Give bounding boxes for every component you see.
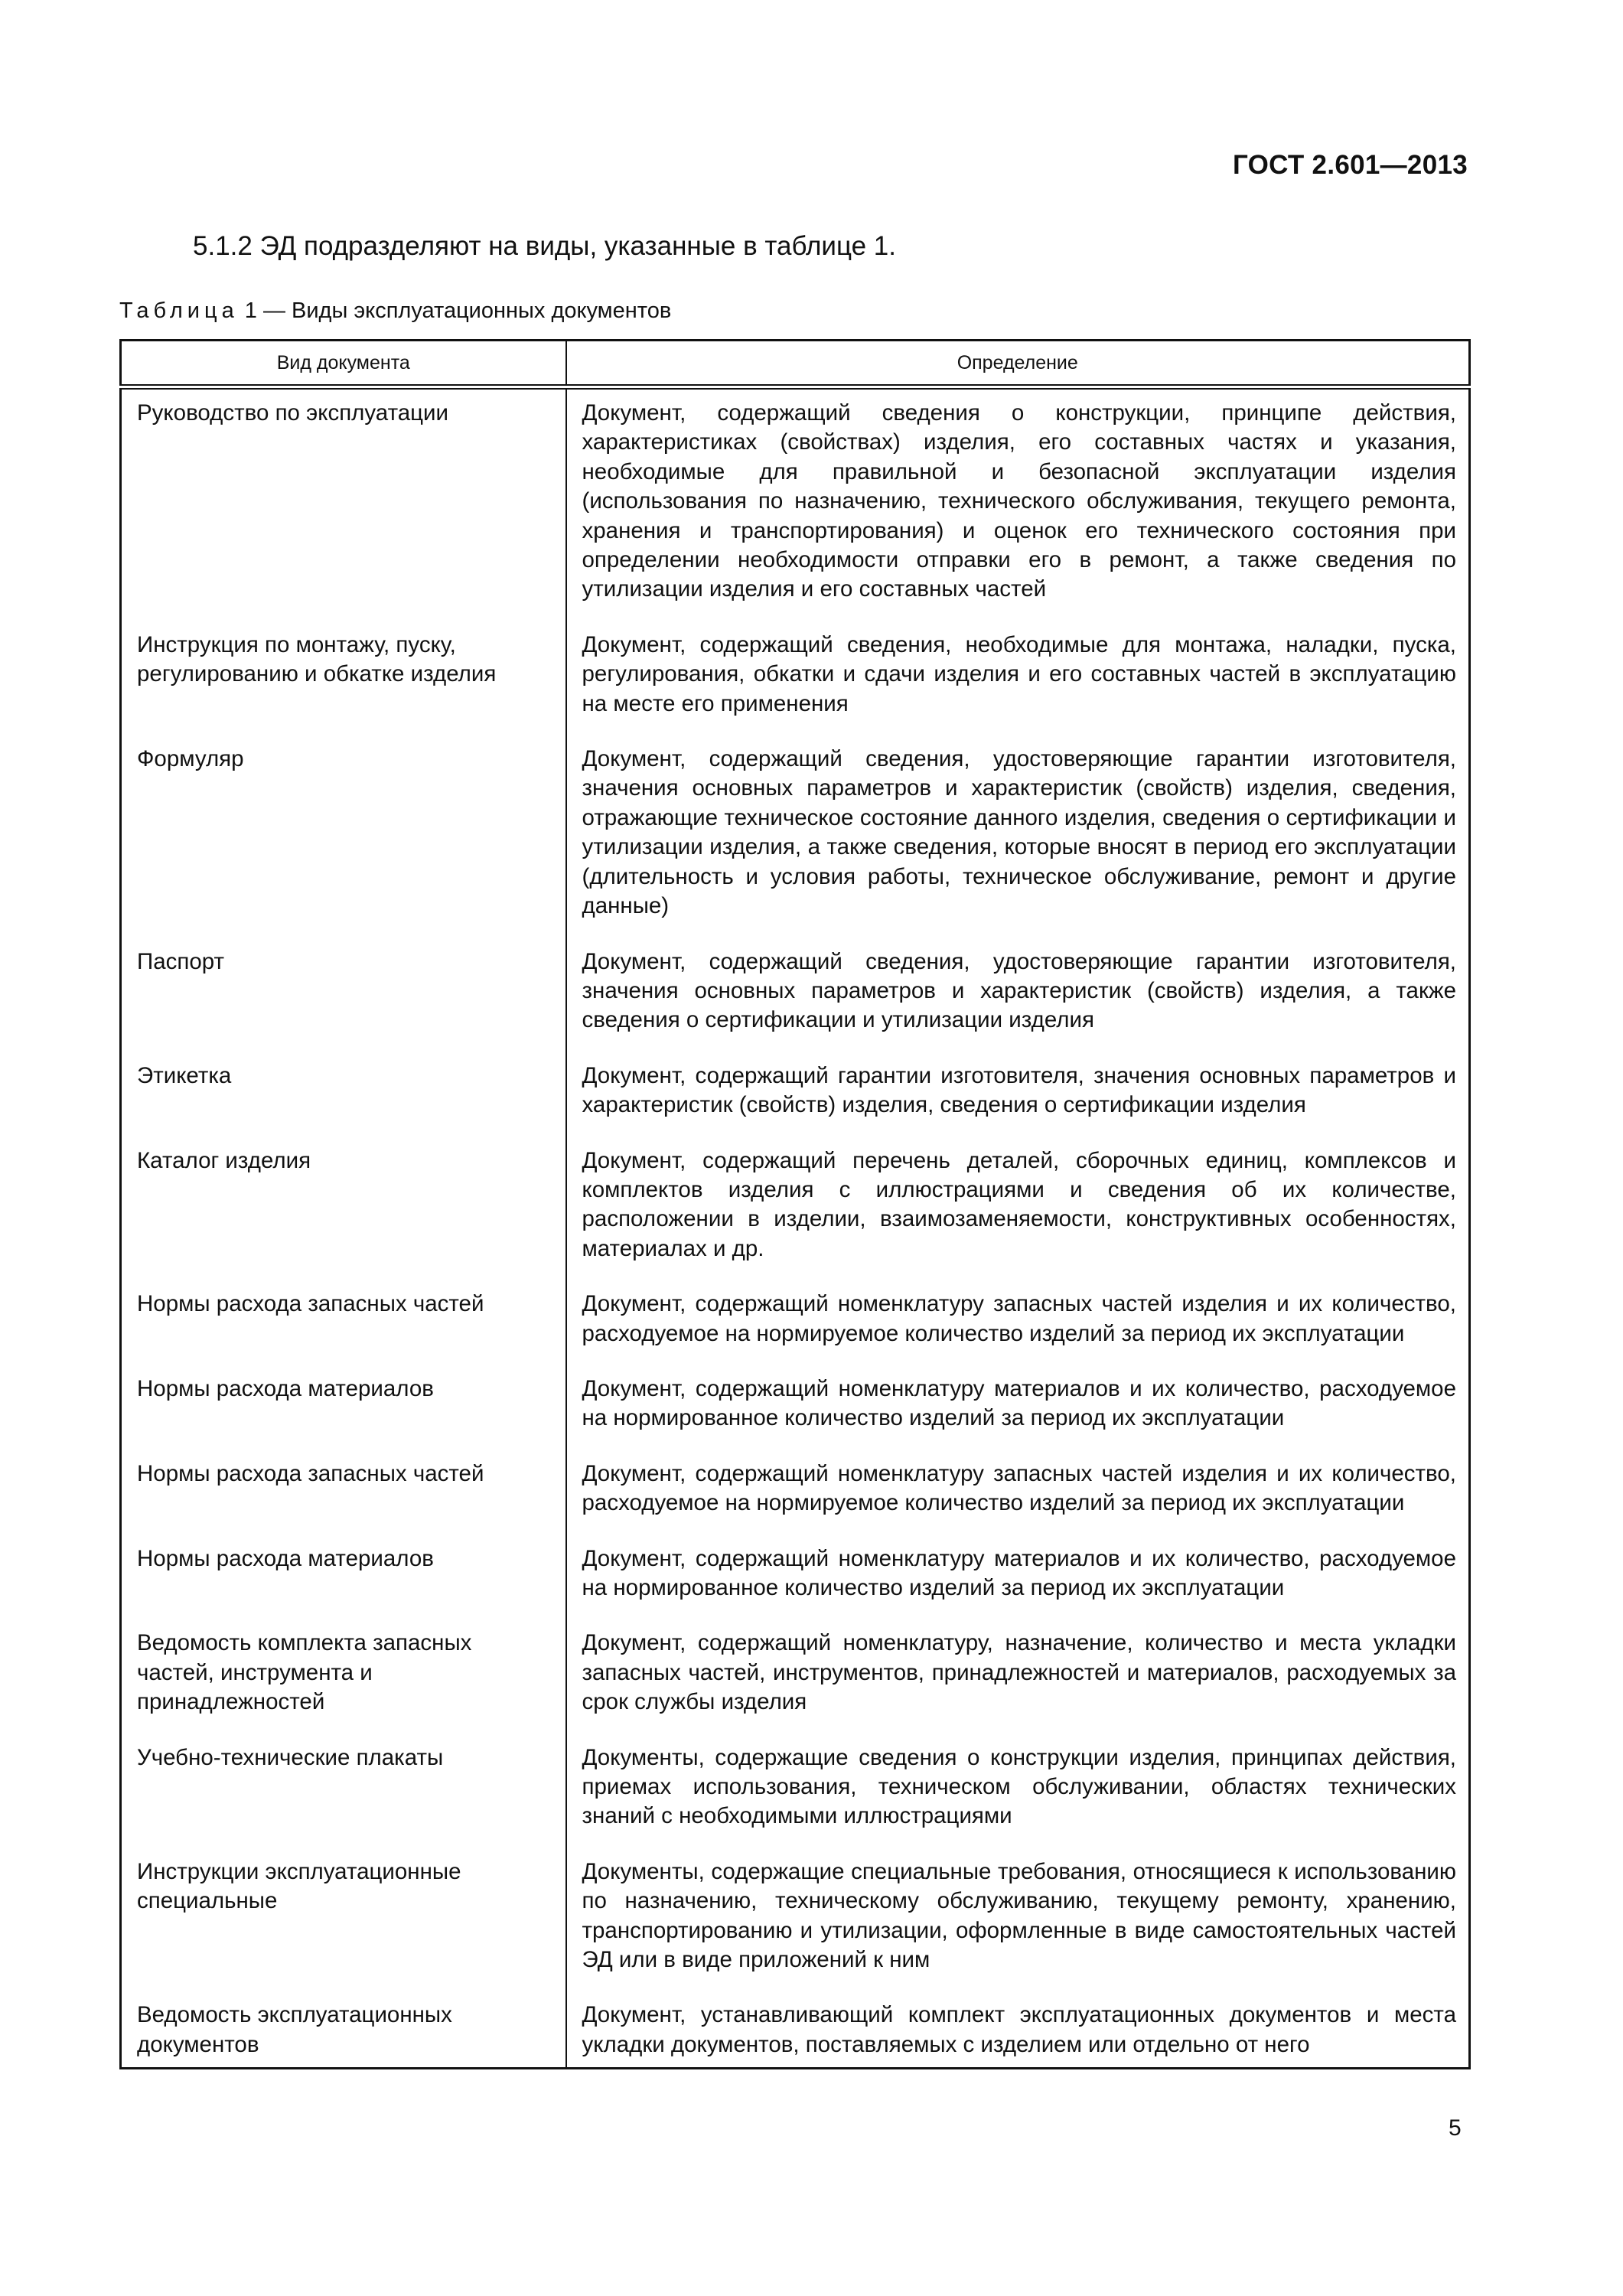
document-type-cell: Формуляр [121, 745, 566, 947]
table-caption-title: 1 — Виды эксплуатационных документов [238, 298, 672, 323]
document-types-table [119, 339, 1471, 2069]
definition-cell: Документ, содержащий сведения, удостоверяющие гарантии изготовителя, значения основных параметров и характеристик (свойств) изделия, а также сведения о сертификации и утилизации изделия [566, 947, 1470, 1062]
document-type-cell: Этикетка [121, 1062, 566, 1146]
table-row [121, 631, 1470, 745]
definition-cell: Документ, содержащий номенклатуру материалов и их количество, расходуемое на нормированное количество изделий за период их эксплуатации [566, 1544, 1470, 1629]
document-type-cell: Инструкция по монтажу, пуску, регулированию и обкатке изделия [121, 631, 566, 745]
definition-cell: Документ, содержащий сведения, необходимые для монтажа, наладки, пуска, регулирования, обкатки и сдачи изделия и его составных частей в эксплуатацию на месте его применения [566, 631, 1470, 745]
document-type-cell: Паспорт [121, 947, 566, 1062]
table-row [121, 947, 1470, 1062]
definition-cell: Документы, содержащие сведения о конструкции изделия, принципах действия, приемах использования, техническом обслуживании, областях технических знаний с необходимыми иллюстрациями [566, 1743, 1470, 1857]
table-row [121, 387, 1470, 631]
table-row [121, 2001, 1470, 2068]
document-type-cell: Каталог изделия [121, 1146, 566, 1290]
table-row [121, 1629, 1470, 1743]
definition-cell: Документ, содержащий сведения о конструкции, принципе действия, характеристиках (свойствах) изделия, его составных частях и указания, необходимые для правильной и безопасной эксплуатации изделия (использования по назначению, технического обслуживания, текущего ремонта, хранения и транспортирования) и оценок его технического состояния при определении необходимости отправки его в ремонт, а также сведения по утилизации изделия и его составных частей [566, 387, 1470, 631]
table-caption-prefix: Таблица [119, 298, 239, 323]
definition-cell: Документ, содержащий номенклатуру запасных частей изделия и их количество, расходуемое на нормируемое количество изделий за период их эксплуатации [566, 1459, 1470, 1544]
definition-cell: Документ, содержащий сведения, удостоверяющие гарантии изготовителя, значения основных параметров и характеристик (свойств) изделия, сведения, отражающие техническое состояние данного изделия, сведения о сертификации и утилизации изделия, а также сведения, которые вносят в период его эксплуатации (длительность и условия работы, техническое обслуживание, ремонт и другие данные) [566, 745, 1470, 947]
page-number: 5 [1449, 2115, 1462, 2141]
document-type-cell: Инструкции эксплуатационные специальные [121, 1857, 566, 2001]
definition-cell: Документ, содержащий номенклатуру запасных частей изделия и их количество, расходуемое на нормируемое количество изделий за период их эксплуатации [566, 1290, 1470, 1375]
column-header-definition: Определение [566, 341, 1470, 387]
definition-cell: Документ, содержащий перечень деталей, сборочных единиц, комплексов и комплектов изделия с иллюстрациями и сведения об их количестве, расположении в изделии, взаимозаменяемости, конструктивных особенностях, материалах и др. [566, 1146, 1470, 1290]
definition-cell: Документы, содержащие специальные требования, относящиеся к использованию по назначению, техническому обслуживанию, текущему ремонту, хранению, транспортированию и утилизации, оформленные в виде самостоятельных частей ЭД или в виде приложений к ним [566, 1857, 1470, 2001]
definition-cell: Документ, устанавливающий комплект эксплуатационных документов и места укладки документов, поставляемых с изделием или отдельно от него [566, 2001, 1470, 2068]
table-row [121, 1146, 1470, 1290]
table-row [121, 1290, 1470, 1375]
table-row [121, 1062, 1470, 1146]
table-row [121, 1459, 1470, 1544]
column-header-document-type: Вид документа [121, 341, 566, 387]
table-row [121, 1743, 1470, 1857]
document-type-cell: Нормы расхода запасных частей [121, 1290, 566, 1375]
table-header-row [121, 341, 1470, 387]
table-caption [119, 298, 671, 324]
table-row [121, 745, 1470, 947]
document-type-cell: Ведомость комплекта запасных частей, инструмента и принадлежностей [121, 1629, 566, 1743]
standard-designation: ГОСТ 2.601—2013 [1232, 150, 1468, 180]
table-row [121, 1544, 1470, 1629]
document-type-cell: Руководство по эксплуатации [121, 387, 566, 631]
document-type-cell: Нормы расхода материалов [121, 1375, 566, 1459]
table-row [121, 1857, 1470, 2001]
table-row [121, 1375, 1470, 1459]
document-type-cell: Нормы расхода материалов [121, 1544, 566, 1629]
clause-text: 5.1.2 ЭД подразделяют на виды, указанные в таблице 1. [193, 231, 896, 261]
definition-cell: Документ, содержащий номенклатуру, назначение, количество и места укладки запасных частей, инструментов, принадлежностей и материалов, расходуемых за срок службы изделия [566, 1629, 1470, 1743]
document-type-cell: Ведомость эксплуатационных документов [121, 2001, 566, 2068]
definition-cell: Документ, содержащий номенклатуру материалов и их количество, расходуемое на нормированное количество изделий за период их эксплуатации [566, 1375, 1470, 1459]
definition-cell: Документ, содержащий гарантии изготовителя, значения основных параметров и характеристик (свойств) изделия, сведения о сертификации изделия [566, 1062, 1470, 1146]
document-type-cell: Нормы расхода запасных частей [121, 1459, 566, 1544]
document-type-cell: Учебно-технические плакаты [121, 1743, 566, 1857]
